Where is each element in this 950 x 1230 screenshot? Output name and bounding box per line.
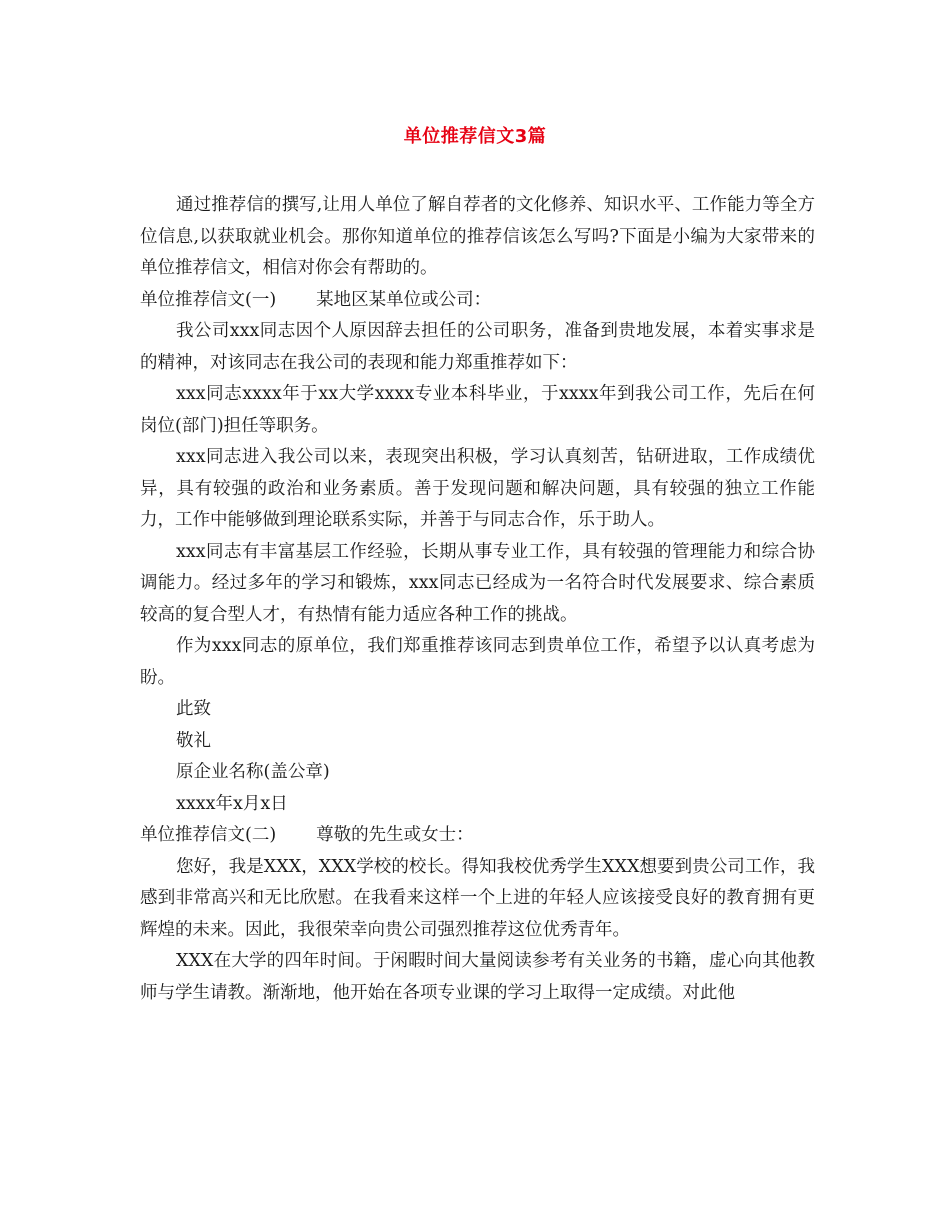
letter1-paragraph: xxx同志有丰富基层工作经验，长期从事专业工作，具有较强的管理能力和综合协调能力。经过多年的学习和锻炼，xxx同志已经成为一名符合时代发展要求、综合素质较高的复合型人才，有热情有能力适应各种工作的挑战。: [140, 541, 815, 625]
letter1-closing-line: 敬礼: [176, 730, 211, 751]
intro-paragraph: 通过推荐信的撰写,让用人单位了解自荐者的文化修养、知识水平、工作能力等全方位信息,以获取就业机会。那你知道单位的推荐信该怎么写吗?下面是小编为大家带来的单位推荐信文，相信对你会有帮助的。: [140, 195, 815, 278]
letter1-paragraph: 我公司xxx同志因个人原因辞去担任的公司职务，准备到贵地发展，本着实事求是的精神，对该同志在我公司的表现和能力郑重推荐如下：: [140, 321, 815, 373]
document-body: [140, 190, 815, 1009]
letter1-heading-line: [140, 285, 815, 317]
letter1-paragraph: 作为xxx同志的原单位，我们郑重推荐该同志到贵单位工作，希望予以认真考虑为盼。: [140, 636, 815, 688]
letter2-paragraph: XXX在大学的四年时间。于闲暇时间大量阅读参考有关业务的书籍，虚心向其他教师与学生请教。渐渐地，他开始在各项专业课的学习上取得一定成绩。对此他: [140, 951, 815, 1003]
letter1-closing-line: 此致: [176, 699, 211, 719]
letter1-salutation: 某地区某单位或公司：: [316, 289, 492, 310]
letter1-paragraph: xxx同志xxxx年于xx大学xxxx专业本科毕业，于xxxx年到我公司工作，先后在何岗位(部门)担任等职务。: [140, 384, 815, 436]
letter1-paragraph: xxx同志进入我公司以来，表现突出积极，学习认真刻苦，钻研进取，工作成绩优异，具有较强的政治和业务素质。善于发现问题和解决问题，具有较强的独立工作能力，工作中能够做到理论联系实际，并善于与同志合作，乐于助人。: [140, 447, 815, 530]
letter2-heading-line: [140, 820, 815, 852]
letter1-date: xxxx年x月x日: [176, 793, 288, 814]
letter2-paragraph: 您好，我是XXX，XXX学校的校长。得知我校优秀学生XXX想要到贵公司工作，我感到非常高兴和无比欣慰。在我看来这样一个上进的年轻人应该接受良好的教育拥有更辉煌的未来。因此，我很荣幸向贵公司强烈推荐这位优秀青年。: [140, 856, 815, 940]
letter1-heading: 单位推荐信文(一): [140, 289, 277, 310]
letter2-salutation: 尊敬的先生或女士：: [316, 825, 474, 845]
document-title: 单位推荐信文3篇: [403, 126, 547, 147]
letter2-heading: 单位推荐信文(二): [140, 825, 277, 845]
letter1-signature: 原企业名称(盖公章): [176, 762, 330, 782]
